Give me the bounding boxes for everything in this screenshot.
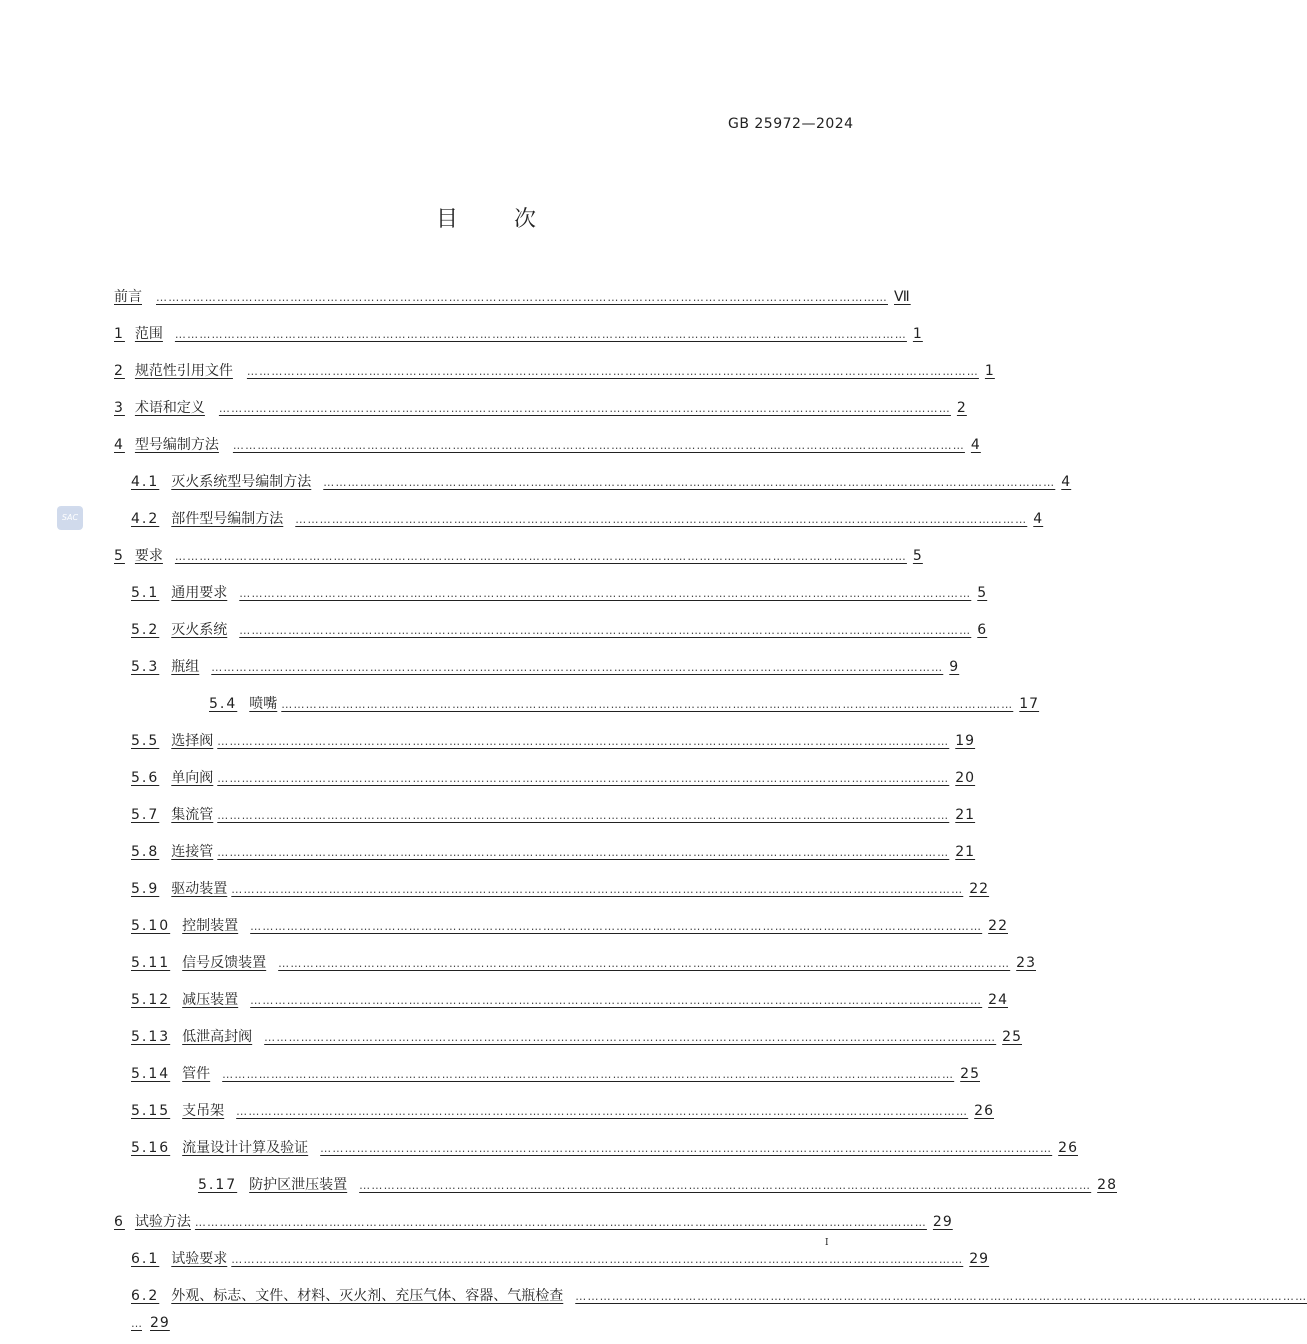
toc-entry-1[interactable] bbox=[114, 325, 923, 344]
toc-entry-page: 26 bbox=[1058, 1140, 1078, 1156]
toc-entry-title: 集流管 bbox=[171, 807, 214, 823]
toc-entry-title: 术语和定义 bbox=[134, 400, 205, 416]
toc-leader-dots: ……………………………………………………………………………………………………………………………………………………………… bbox=[320, 1142, 1053, 1155]
toc-entry-number: 5.1 bbox=[131, 585, 160, 601]
toc-entry-title: 灭火系统 bbox=[171, 622, 228, 638]
toc-entry-number: 4.1 bbox=[131, 474, 160, 490]
toc-entry-number: 1 bbox=[114, 326, 125, 342]
toc-leader-dots: ……………………………………………………………………………………………………………………………………………………………… bbox=[174, 328, 907, 341]
toc-leader-dots: ……………………………………………………………………………………………………………………………………………………………… bbox=[231, 1253, 964, 1266]
toc-entry-page: 25 bbox=[1002, 1029, 1022, 1045]
toc-entry-6-2-continued[interactable] bbox=[131, 1314, 173, 1333]
toc-leader-dots: ……………………………………………………………………………………………………………………………………………………………… bbox=[194, 1216, 927, 1229]
toc-entry-number: 5.9 bbox=[131, 881, 160, 897]
toc-entry-5-15[interactable] bbox=[131, 1102, 994, 1121]
toc-leader-dots: ……………………………………………………………………………………………………………………………………………………………… bbox=[217, 735, 950, 748]
toc-leader-dots: ……………………………………………………………………………………………………………………………………………………………… bbox=[239, 624, 972, 637]
toc-leader-dots: ……………………………………………………………………………………………………………………………………………………………… bbox=[174, 550, 907, 563]
toc-entry-title: 外观、标志、文件、材料、灭火剂、充压气体、容器、气瓶检查 bbox=[171, 1288, 564, 1304]
toc-entry-number: 6 bbox=[114, 1214, 125, 1230]
toc-entry-4-1[interactable] bbox=[131, 473, 1072, 492]
toc-entry-5-14[interactable] bbox=[131, 1065, 980, 1084]
toc-entry-5[interactable] bbox=[114, 547, 923, 566]
toc-leader-dots: ……………………………………………………………………………………………………………………………………………………………… bbox=[236, 1105, 969, 1118]
toc-leader-dots: ……………………………………………………………………………………………………………………………………………………………… bbox=[156, 291, 888, 304]
toc-entry-page: 4 bbox=[970, 437, 981, 453]
toc-leader-dots: ……………………………………………………………………………………………………………………………………………………………… bbox=[211, 661, 944, 674]
toc-entry-page: 20 bbox=[955, 770, 976, 786]
toc-entry-title: 连接管 bbox=[171, 844, 214, 860]
toc-entry-5-7[interactable] bbox=[131, 806, 976, 825]
toc-leader-dots: ……………………………………………………………………………………………………………………………………………………………… bbox=[239, 587, 972, 600]
toc-entry-title: 喷嘴 bbox=[249, 696, 278, 712]
toc-leader-dots: ……………………………………………………………………………………………………………………………………………………………… bbox=[250, 920, 983, 933]
toc-entry-5-10[interactable] bbox=[131, 917, 1008, 936]
toc-entry-title: 选择阀 bbox=[171, 733, 214, 749]
toc-entry-title: 试验方法 bbox=[134, 1214, 191, 1230]
toc-entry-5-4[interactable] bbox=[209, 695, 1040, 714]
toc-entry-page: 9 bbox=[949, 659, 960, 675]
toc-entry-page: 29 bbox=[932, 1214, 953, 1230]
toc-entry-page: 21 bbox=[955, 844, 976, 860]
toc-entry-page: 28 bbox=[1097, 1177, 1117, 1193]
toc-entry-title: 前言 bbox=[114, 289, 142, 305]
toc-leader-dots: ……………………………………………………………………………………………………………………………………………………………… bbox=[218, 402, 951, 415]
toc-entry-number: 5.14 bbox=[131, 1066, 171, 1082]
toc-entry-title: 型号编制方法 bbox=[134, 437, 219, 453]
toc-entry-page: 22 bbox=[988, 918, 1008, 934]
toc-entry-number: 5.16 bbox=[131, 1140, 171, 1156]
toc-entry-3[interactable] bbox=[114, 399, 967, 418]
toc-entry-title: 要求 bbox=[134, 548, 163, 564]
toc-entry-number: 5.3 bbox=[131, 659, 160, 675]
toc-leader-dots: ……………………………………………………………………………………………………………………………………………………………… bbox=[281, 698, 1014, 711]
toc-entry-title: 驱动装置 bbox=[171, 881, 228, 897]
toc-leader-dots: ……………………………………………………………………………………………………………………………………………………………… bbox=[217, 772, 950, 785]
toc-leader-dots: ……………………………………………………………………………………………………………………………………………………………… bbox=[231, 883, 964, 896]
toc-entry-number: 4 bbox=[114, 437, 125, 453]
page-folio: I bbox=[825, 1238, 829, 1248]
toc-entry-page: Ⅶ bbox=[894, 289, 911, 305]
title-char-1: 目 bbox=[436, 207, 459, 232]
toc-leader-dots: ……………………………………………………………………………………………………………………………………………………………… bbox=[222, 1068, 955, 1081]
toc-entry-page: 4 bbox=[1061, 474, 1072, 490]
toc-entry-title: 部件型号编制方法 bbox=[171, 511, 284, 527]
toc-entry-6-2[interactable] bbox=[131, 1287, 1307, 1306]
toc-leader-dots: ……………………………………………………………………………………………………………………………………………………………… bbox=[359, 1179, 1092, 1192]
toc-entry-title: 规范性引用文件 bbox=[134, 363, 233, 379]
toc-entry-5-16[interactable] bbox=[131, 1139, 1078, 1158]
toc-entry-page: 22 bbox=[969, 881, 990, 897]
toc-entry-6-1[interactable] bbox=[131, 1250, 990, 1269]
toc-entry-4-2[interactable] bbox=[131, 510, 1044, 529]
toc-entry-number: 5.15 bbox=[131, 1103, 171, 1119]
toc-entry-number: 5.7 bbox=[131, 807, 160, 823]
toc-entry-number: 5.10 bbox=[131, 918, 171, 934]
toc-entry-4[interactable] bbox=[114, 436, 981, 455]
toc-entry-number: 5.8 bbox=[131, 844, 160, 860]
toc-entry-title: 支吊架 bbox=[182, 1103, 225, 1119]
toc-entry-title: 单向阀 bbox=[171, 770, 214, 786]
toc-entry-title: 通用要求 bbox=[171, 585, 228, 601]
toc-entry-title: 信号反馈装置 bbox=[182, 955, 267, 971]
toc-entry-page: 24 bbox=[988, 992, 1008, 1008]
toc-leader-dots: ……………………………………………………………………………………………………………………………………………………………… bbox=[246, 365, 979, 378]
toc-entry-number: 5 bbox=[114, 548, 125, 564]
toc-entry-5-2[interactable] bbox=[131, 621, 988, 640]
toc-leader-dots: … bbox=[131, 1317, 142, 1330]
toc-entry-5-6[interactable] bbox=[131, 769, 976, 788]
toc-entry-page: 29 bbox=[969, 1251, 990, 1267]
toc-entry-6[interactable] bbox=[114, 1213, 953, 1232]
toc-entry-title: 瓶组 bbox=[171, 659, 200, 675]
toc-leader-dots: ……………………………………………………………………………………………………………………………………………………………… bbox=[250, 994, 983, 1007]
toc-entry-title: 流量设计计算及验证 bbox=[182, 1140, 309, 1156]
standard-number: GB 25972—2024 bbox=[728, 116, 854, 132]
toc-entry-number: 6.1 bbox=[131, 1251, 160, 1267]
toc-entry-page: 17 bbox=[1019, 696, 1040, 712]
toc-entry-number: 6.2 bbox=[131, 1288, 160, 1304]
toc-entry-number: 5.6 bbox=[131, 770, 160, 786]
toc-entry-5-5[interactable] bbox=[131, 732, 976, 751]
toc-leader-dots: ……………………………………………………………………………………………………………………………………………………………… bbox=[295, 513, 1028, 526]
toc-entry-number: 5.13 bbox=[131, 1029, 171, 1045]
toc-leader-dots: ……………………………………………………………………………………………………………………………………………………………… bbox=[264, 1031, 997, 1044]
toc-entry-page: 19 bbox=[955, 733, 976, 749]
toc-leader-dots: ……………………………………………………………………………………………………………………………………………………………… bbox=[232, 439, 965, 452]
toc-entry-5-1[interactable] bbox=[131, 584, 988, 603]
toc-entry-page: 5 bbox=[977, 585, 988, 601]
toc-entry-number: 5.11 bbox=[131, 955, 171, 971]
title-char-2: 次 bbox=[514, 207, 537, 232]
toc-entry-2[interactable] bbox=[114, 362, 995, 381]
toc-entry-title: 低泄高封阀 bbox=[182, 1029, 253, 1045]
sac-watermark-logo: SAC bbox=[57, 506, 83, 530]
toc-entry-title: 灭火系统型号编制方法 bbox=[171, 474, 312, 490]
toc-entry-page: 29 bbox=[150, 1315, 170, 1331]
toc-entry-foreword[interactable] bbox=[114, 288, 911, 307]
toc-entry-page: 5 bbox=[912, 548, 923, 564]
toc-leader-dots: ……………………………………………………………………………………………………………………………………………………………… bbox=[217, 809, 950, 822]
toc-entry-page: 26 bbox=[974, 1103, 994, 1119]
toc-leader-dots: ……………………………………………………………………………………………………………………………………………………………… bbox=[278, 957, 1011, 970]
toc-entry-page: 6 bbox=[977, 622, 988, 638]
toc-entry-5-12[interactable] bbox=[131, 991, 1008, 1010]
toc-entry-title: 控制装置 bbox=[182, 918, 239, 934]
toc-entry-page: 4 bbox=[1033, 511, 1044, 527]
toc-entry-page: 25 bbox=[960, 1066, 980, 1082]
toc-entry-page: 2 bbox=[956, 400, 967, 416]
toc-entry-number: 5.4 bbox=[209, 696, 238, 712]
toc-entry-title: 防护区泄压装置 bbox=[249, 1177, 348, 1193]
toc-entry-title: 试验要求 bbox=[171, 1251, 228, 1267]
toc-leader-dots: ……………………………………………………………………………………………………………………………………………………………… bbox=[323, 476, 1056, 489]
toc-entry-number: 5.5 bbox=[131, 733, 160, 749]
toc-entry-page: 21 bbox=[955, 807, 976, 823]
toc-entry-page: 23 bbox=[1016, 955, 1036, 971]
toc-entry-number: 4.2 bbox=[131, 511, 160, 527]
page-title bbox=[436, 202, 536, 233]
toc-entry-number: 2 bbox=[114, 363, 125, 379]
toc-leader-dots: ……………………………………………………………………………………………………………………………………………………………… bbox=[217, 846, 950, 859]
toc-entry-5-13[interactable] bbox=[131, 1028, 1022, 1047]
toc-entry-title: 管件 bbox=[182, 1066, 211, 1082]
toc-entry-5-17[interactable] bbox=[198, 1176, 1117, 1195]
toc-leader-dots: ……………………………………………………………………………………………………………………………………………………………… bbox=[575, 1290, 1307, 1303]
toc-entry-5-11[interactable] bbox=[131, 954, 1036, 973]
toc-entry-5-9[interactable] bbox=[131, 880, 990, 899]
toc-entry-title: 范围 bbox=[134, 326, 163, 342]
toc-entry-page: 1 bbox=[984, 363, 995, 379]
toc-entry-number: 5.2 bbox=[131, 622, 160, 638]
toc-entry-5-3[interactable] bbox=[131, 658, 960, 677]
toc-entry-number: 5.17 bbox=[198, 1177, 238, 1193]
toc-entry-number: 3 bbox=[114, 400, 125, 416]
toc-entry-5-8[interactable] bbox=[131, 843, 976, 862]
toc-entry-title: 减压装置 bbox=[182, 992, 239, 1008]
toc-entry-number: 5.12 bbox=[131, 992, 171, 1008]
toc-entry-page: 1 bbox=[912, 326, 923, 342]
